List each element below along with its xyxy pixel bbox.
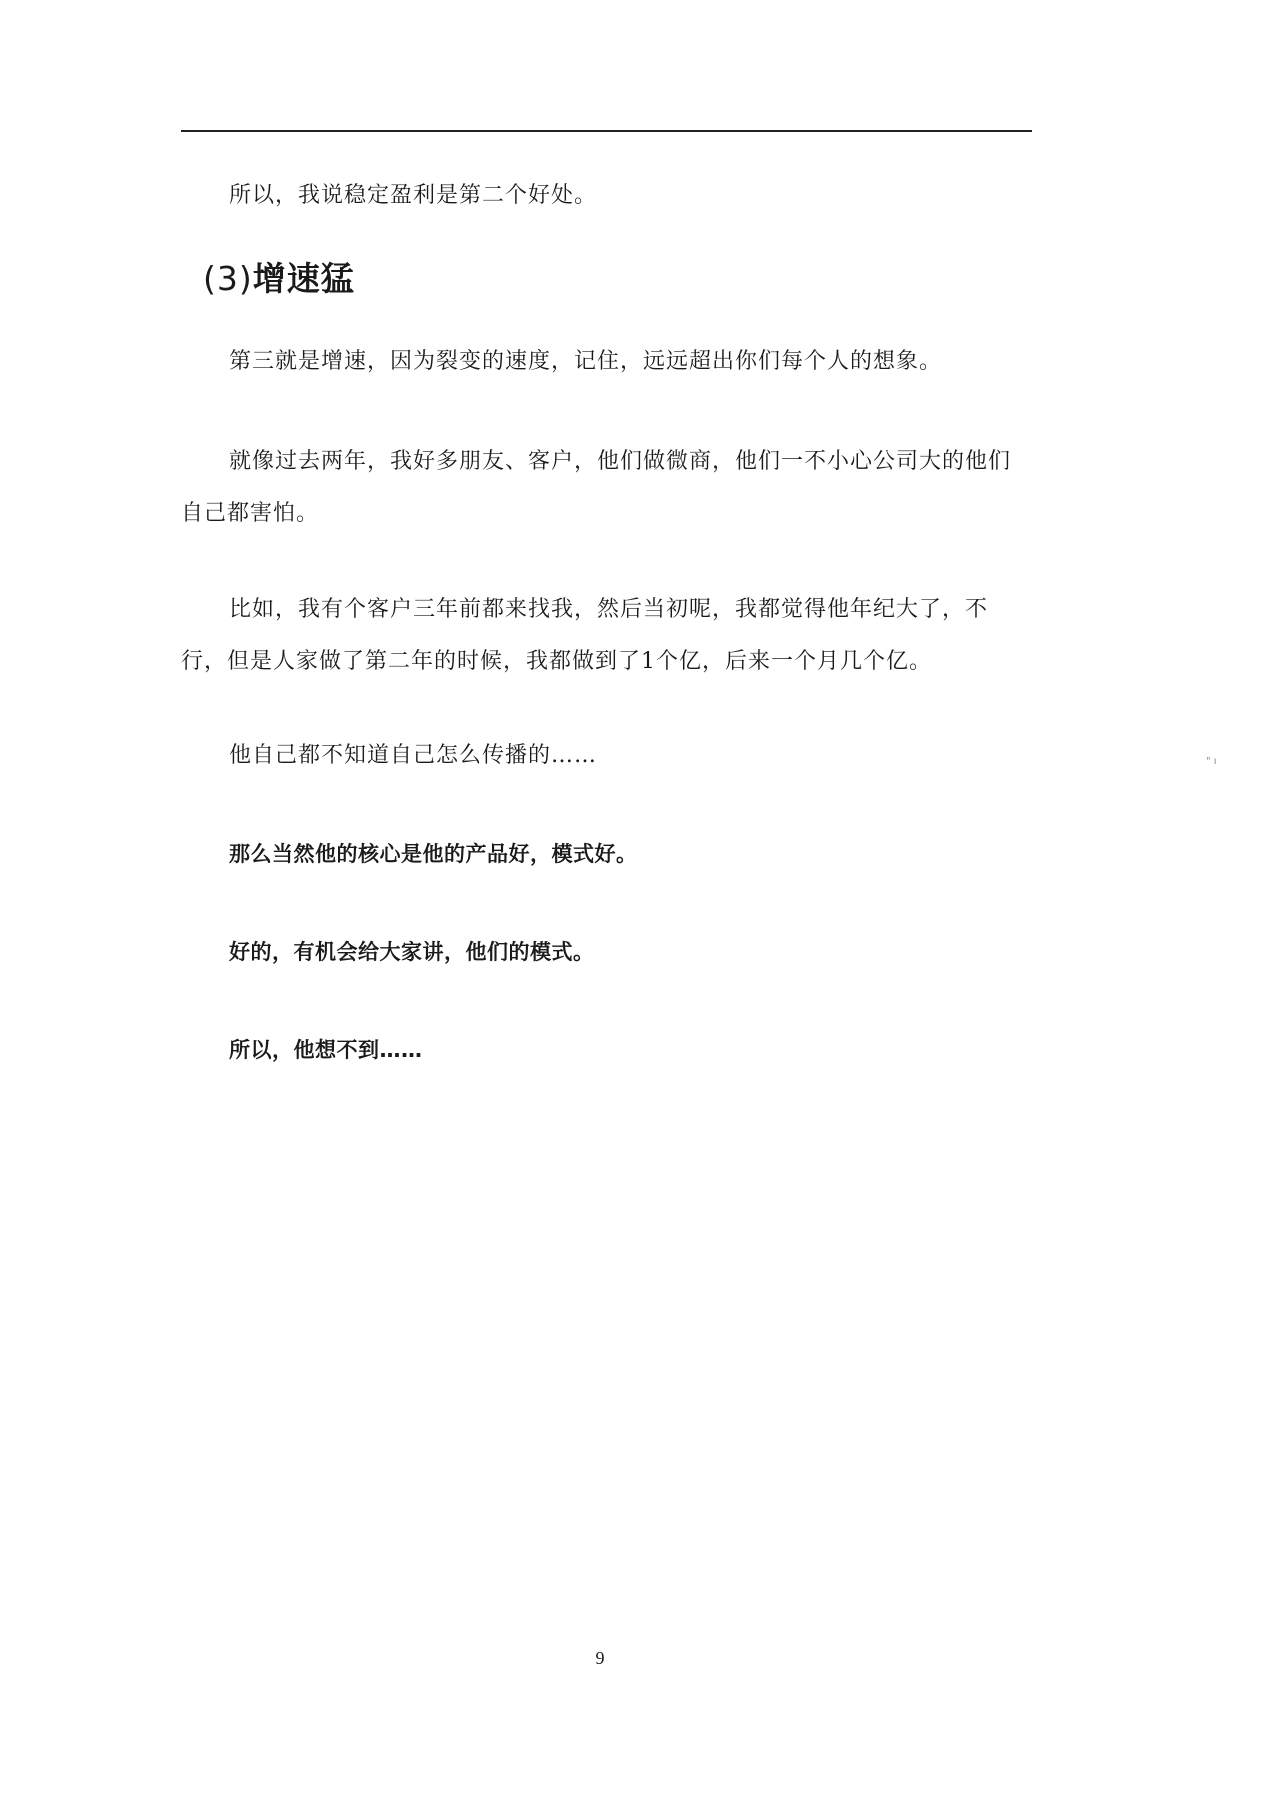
- paragraph-core-product: 那么当然他的核心是他的产品好，模式好。: [229, 842, 638, 866]
- paragraph-client-example: 比如，我有个客户三年前都来找我，然后当初呢，我都觉得他年纪大了，不行，但是人家做了第二年的时候，我都做到了1个亿，后来一个月几个亿。: [181, 597, 989, 674]
- paragraph-spread: 他自己都不知道自己怎么传播的……: [229, 743, 598, 768]
- heading-number: (3): [203, 259, 253, 298]
- section-heading: [203, 254, 355, 304]
- paragraph-past-two-years: 就像过去两年，我好多朋友、客户，他们做微商，他们一不小心公司大的他们自己都害怕。: [181, 449, 1012, 526]
- margin-mark: " ı: [1206, 756, 1217, 767]
- heading-title: 增速猛: [252, 259, 355, 298]
- paragraph-stable-profit: 所以，我说稳定盈利是第二个好处。: [229, 183, 598, 208]
- page-number: 9: [595, 1648, 605, 1668]
- header-rule: [181, 130, 1032, 132]
- paragraph-explain-model: 好的，有机会给大家讲，他们的模式。: [229, 940, 595, 964]
- paragraph-growth-speed: 第三就是增速，因为裂变的速度，记住，远远超出你们每个人的想象。: [229, 349, 943, 374]
- paragraph-unexpected: 所以，他想不到……: [229, 1038, 423, 1062]
